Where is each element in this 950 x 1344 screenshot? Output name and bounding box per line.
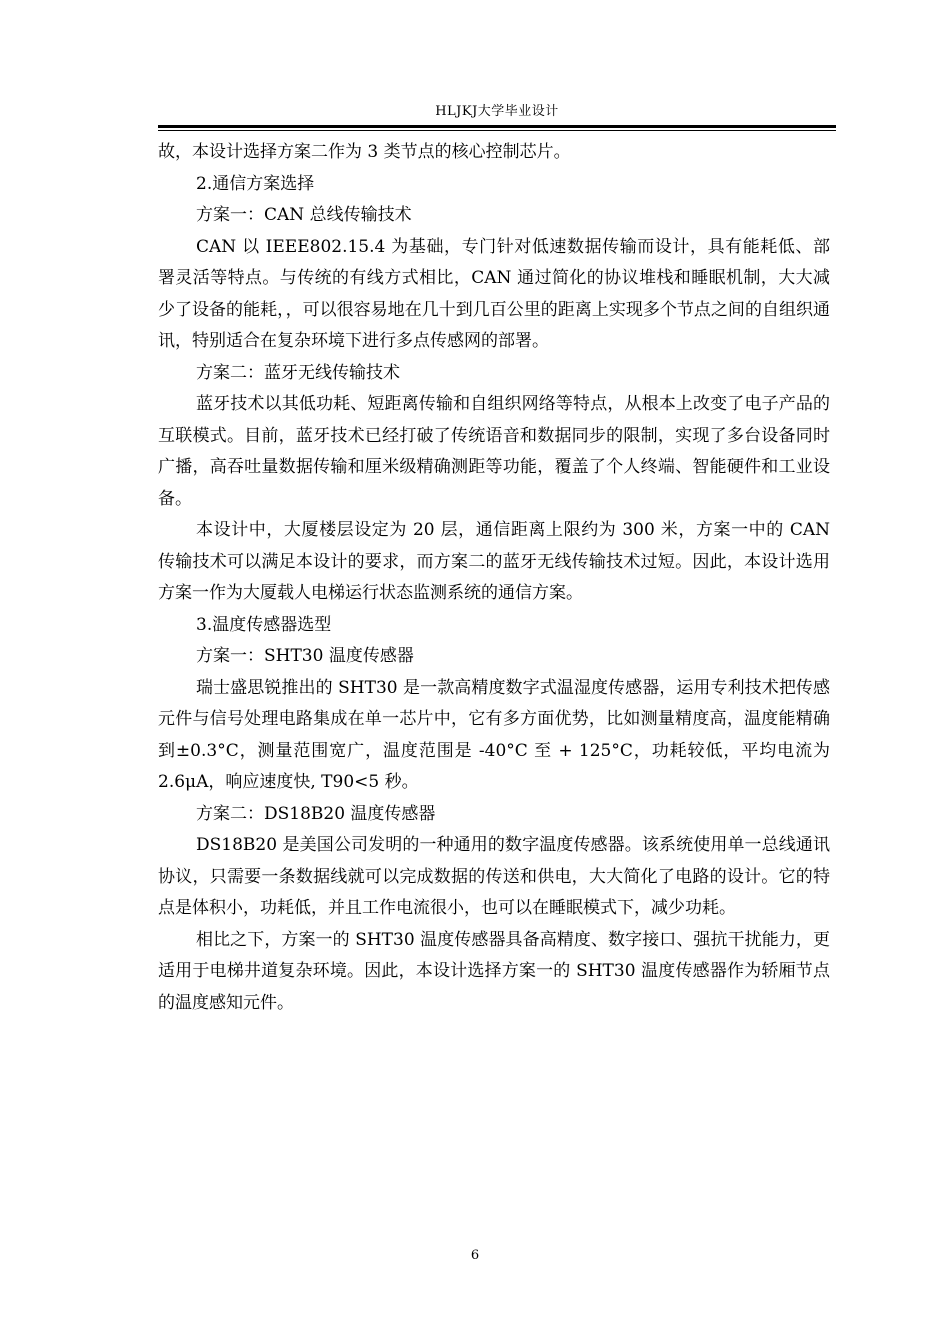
option-heading-ds18b20: 方案二：DS18B20 温度传感器: [196, 803, 436, 824]
section-heading-communication: 2.通信方案选择: [196, 173, 315, 194]
option-heading-sht30: 方案一：SHT30 温度传感器: [196, 646, 414, 666]
option-heading-can: 方案一：CAN 总线传输技术: [196, 205, 412, 225]
option-heading-bluetooth: 方案二：蓝牙无线传输技术: [196, 362, 400, 383]
header-rule-thin: [158, 130, 836, 131]
section-heading-temperature: 3.温度传感器选型: [196, 614, 332, 635]
paragraph-ds18b20: DS18B20 是美国公司发明的一种通用的数字温度传感器。该系统使用单一总线通讯协议，只需要一条数据线就可以完成数据的传送和供电，大大简化了电路的设计。它的特点是体积小，功耗低，并且工作电流很小，也可以在睡眠模式下，减少功耗。: [158, 835, 830, 918]
page-number: 6: [470, 1248, 480, 1263]
paragraph-communication-conclusion: 本设计中，大厦楼层设定为 20 层，通信距离上限约为 300 米，方案一中的 CAN 传输技术可以满足本设计的要求，而方案二的蓝牙无线传输技术过短。因此，本设计选用方案一作为大厦载人电梯运行状态监测系统的通信方案。: [158, 520, 830, 603]
header-rule-thick: [158, 125, 836, 128]
page-header: HLJKJ大学毕业设计: [435, 104, 559, 119]
paragraph-sht30: 瑞士盛思锐推出的 SHT30 是一款高精度数字式温湿度传感器，运用专利技术把传感元件与信号处理电路集成在单一芯片中，它有多方面优势，比如测量精度高，温度能精确到±0.3°C，测量范围宽广，温度范围是 -40°C 至 + 125°C，功耗较低，平均电流为 2.6μA，响应速度快, T90<5 秒。: [158, 677, 830, 792]
document-body: [158, 137, 830, 1019]
paragraph-can: CAN 以 IEEE802.15.4 为基础，专门针对低速数据传输而设计，具有能耗低、部署灵活等特点。与传统的有线方式相比，CAN 通过简化的协议堆栈和睡眠机制，大大减少了设备的能耗，，可以很容易地在几十到几百公里的距离上实现多个节点之间的自组织通讯，特别适合在复杂环境下进行多点传感网的部署。: [158, 236, 830, 351]
paragraph-bluetooth: 蓝牙技术以其低功耗、短距离传输和自组织网络等特点，从根本上改变了电子产品的互联模式。目前，蓝牙技术已经打破了传统语音和数据同步的限制，实现了多台设备同时广播，高吞吐量数据传输和厘米级精确测距等功能，覆盖了个人终端、智能硬件和工业设备。: [158, 394, 830, 509]
paragraph-continuation: 故，本设计选择方案二作为 3 类节点的核心控制芯片。: [158, 142, 571, 162]
paragraph-temperature-conclusion: 相比之下，方案一的 SHT30 温度传感器具备高精度、数字接口、强抗干扰能力，更适用于电梯井道复杂环境。因此，本设计选择方案一的 SHT30 温度传感器作为轿厢节点的温度感知元件。: [158, 929, 830, 1013]
